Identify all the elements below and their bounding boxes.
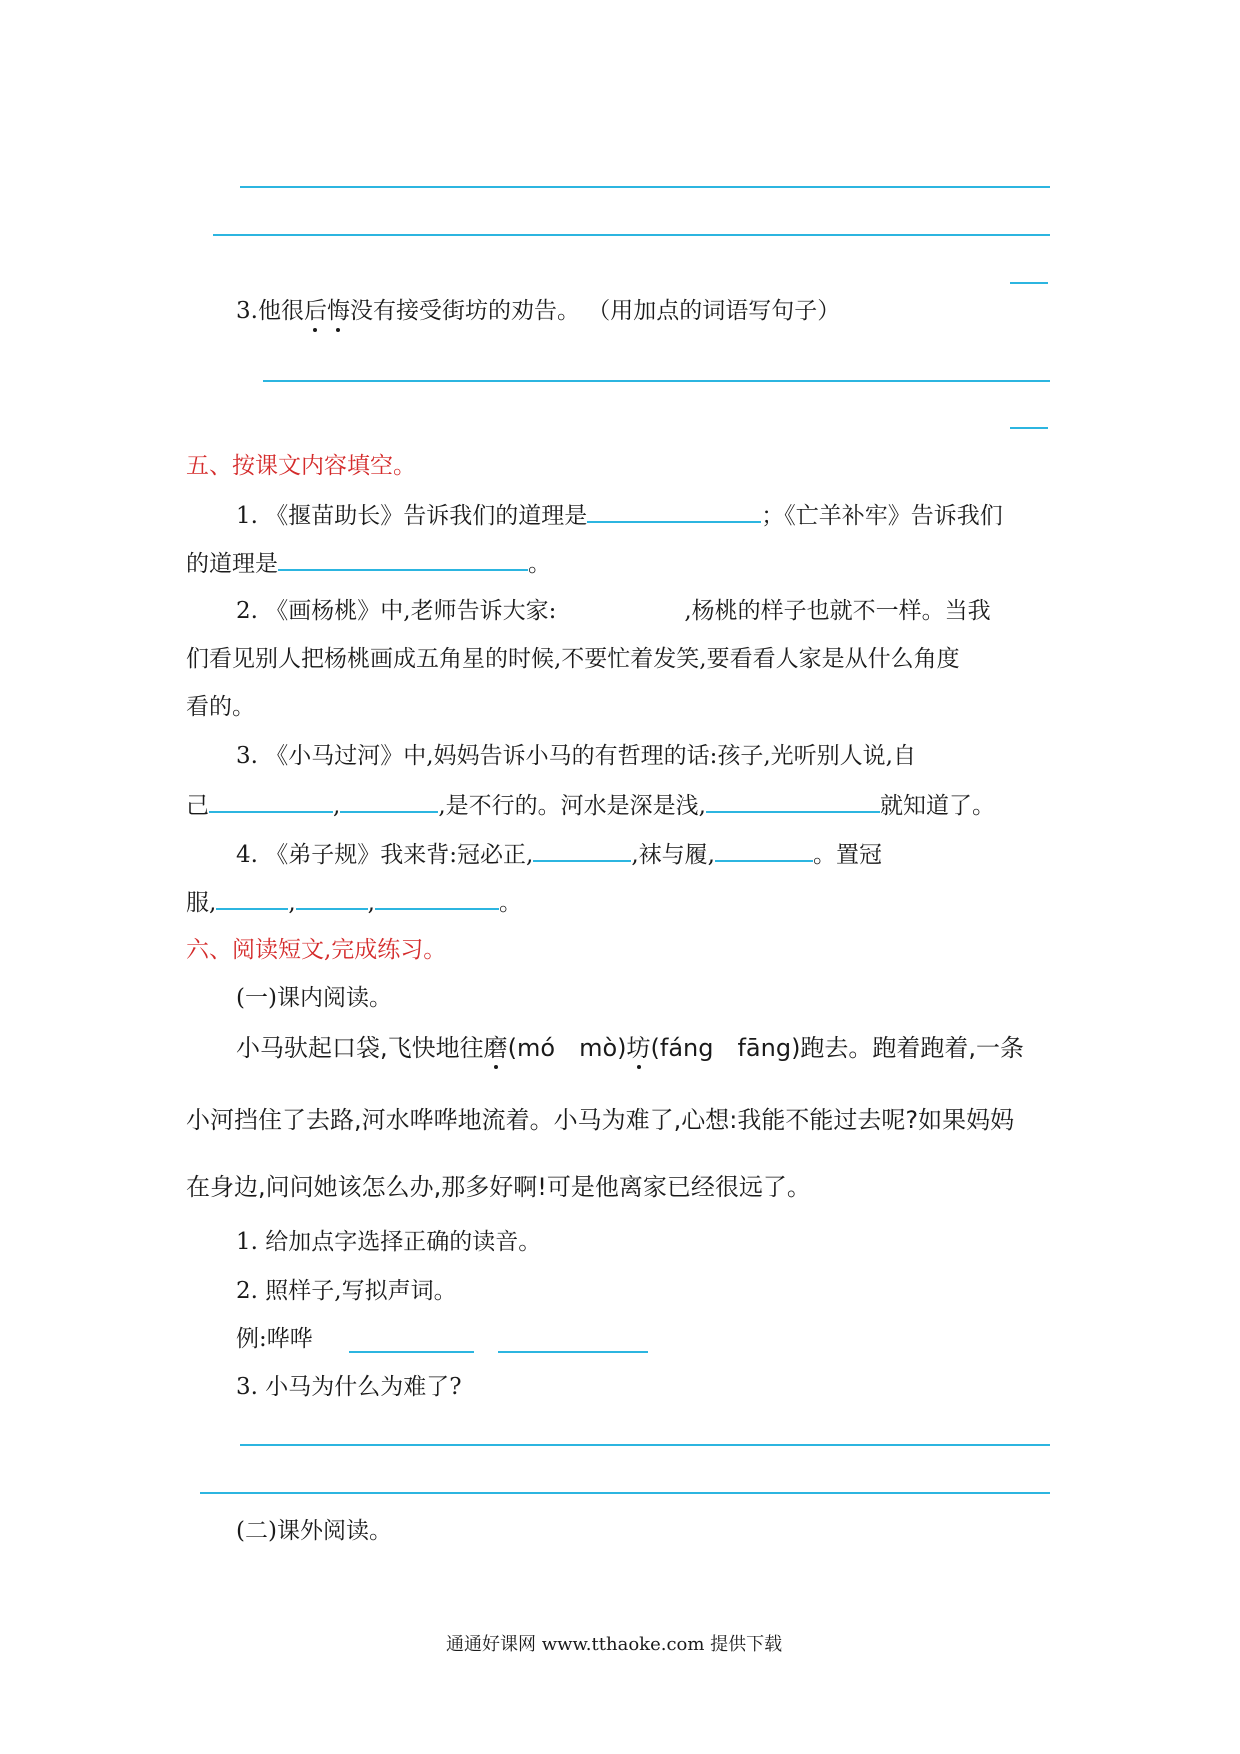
section-5-title: 五、按课文内容填空。 [186, 453, 416, 479]
fill-item-3: 3. 《小马过河》中,妈妈告诉小马的有哲理的话:孩子,光听别人说,自 [236, 743, 916, 769]
answer-line [200, 1492, 1050, 1494]
question-3: 3.他很后悔没有接受街坊的劝告。 （用加点的词语写句子） [236, 298, 841, 324]
reading-passage-line-1: 小马驮起口袋,飞快地往磨(mó mò)坊(fáng fāng)跑去。跑着跑着,一条 [236, 1034, 1025, 1062]
fill-item-4: 4. 《弟子规》我来背:冠必正, ,袜与履, 。置冠 [236, 838, 882, 870]
exercise-2-example: 例:哗哗 [236, 1326, 313, 1352]
fill-item-2-end: 看的。 [186, 694, 255, 720]
exercise-3: 3. 小马为什么为难了? [236, 1374, 462, 1400]
page-footer: 通通好课网 www.tthaoke.com 提供下载 [446, 1634, 783, 1655]
exercise-1: 1. 给加点字选择正确的读音。 [236, 1229, 542, 1255]
fill-item-1: 1. 《揠苗助长》告诉我们的道理是 ；《亡羊补牢》告诉我们 [236, 499, 1003, 531]
sub-heading-extra-reading: (二)课外阅读。 [236, 1518, 392, 1544]
answer-line-end [1010, 427, 1048, 429]
exercise-2: 2. 照样子,写拟声词。 [236, 1278, 457, 1304]
answer-blank [349, 1351, 474, 1353]
answer-line [263, 380, 1050, 382]
fill-item-1-cont: 的道理是 。 [186, 547, 551, 579]
answer-blank [498, 1351, 648, 1353]
answer-line [213, 234, 1050, 236]
answer-line [240, 1444, 1050, 1446]
fill-item-3-cont: 己 , ,是不行的。河水是深是浅, 就知道了。 [186, 789, 995, 821]
reading-passage-line-3: 在身边,问问她该怎么办,那多好啊!可是他离家已经很远了。 [186, 1173, 811, 1201]
fill-item-2-cont: 们看见别人把杨桃画成五角星的时候,不要忙着发笑,要看看人家是从什么角度 [186, 646, 960, 672]
fill-item-2: 2. 《画杨桃》中,老师告诉大家: ,杨桃的样子也就不一样。当我 [236, 598, 991, 624]
answer-line-end [1010, 282, 1048, 284]
reading-passage-line-2: 小河挡住了去路,河水哗哗地流着。小马为难了,心想:我能不能过去呢?如果妈妈 [186, 1106, 1015, 1134]
sub-heading-in-class: (一)课内阅读。 [236, 985, 392, 1011]
section-6-title: 六、阅读短文,完成练习。 [186, 937, 447, 963]
answer-line [240, 186, 1050, 188]
fill-item-4-cont: 服, , , 。 [186, 886, 522, 918]
